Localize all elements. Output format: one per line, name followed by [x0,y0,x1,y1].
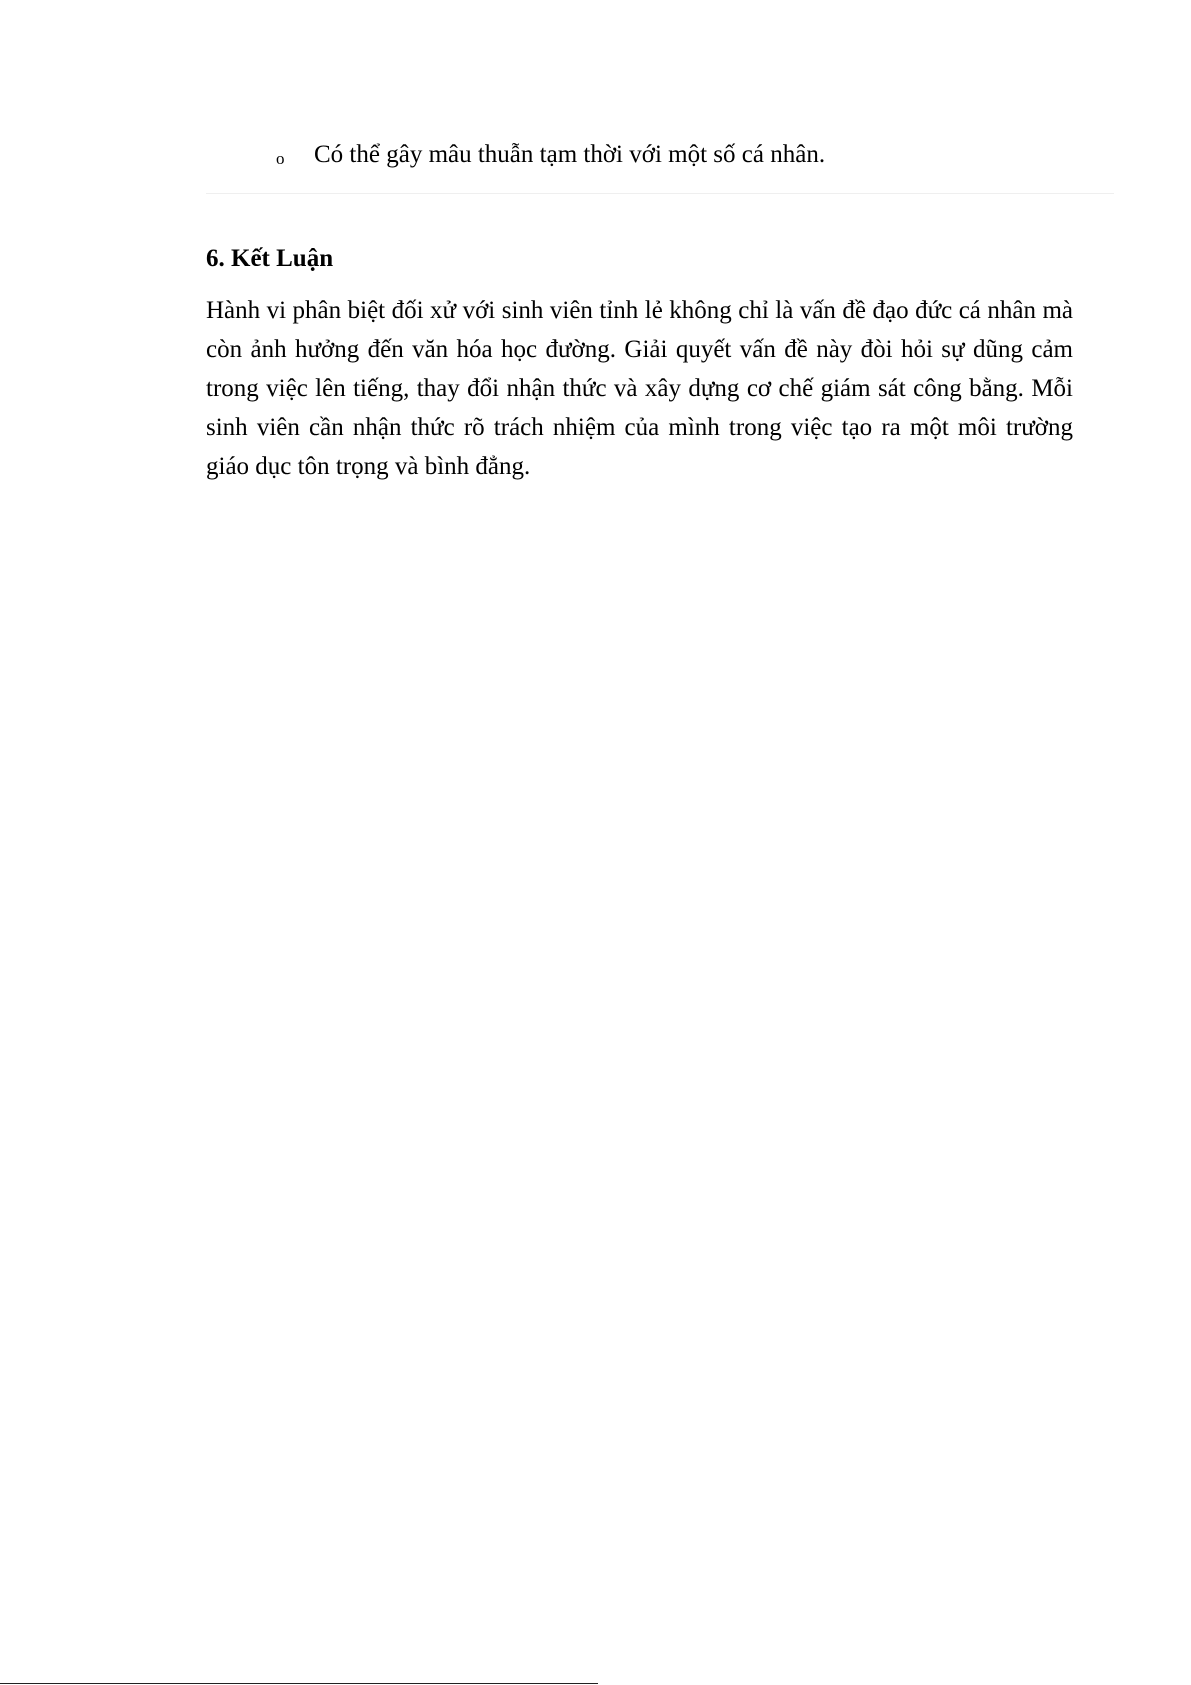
list-item [276,138,1116,174]
section-divider [206,193,1114,194]
list-item-text: Có thể gây mâu thuẫn tạm thời với một số cá nhân. [314,141,826,168]
section-heading: 6. Kết Luận [206,245,334,272]
conclusion-paragraph: Hành vi phân biệt đối xử với sinh viên tỉnh lẻ không chỉ là vấn đề đạo đức cá nhân mà còn ảnh hưởng đến văn hóa học đường. Giải quyết vấn đề này đòi hỏi sự dũng cảm trong việc lên tiếng, thay đổi nhận thức và xây dựng cơ chế giám sát công bằng. Mỗi sinh viên cần nhận thức rõ trách nhiệm của mình trong việc tạo ra một môi trường giáo dục tôn trọng và bình đẳng. [206,297,1073,480]
sub-bullet-list [276,138,1116,174]
footer-rule [0,1683,598,1684]
hollow-circle-bullet-icon: o [276,149,285,168]
